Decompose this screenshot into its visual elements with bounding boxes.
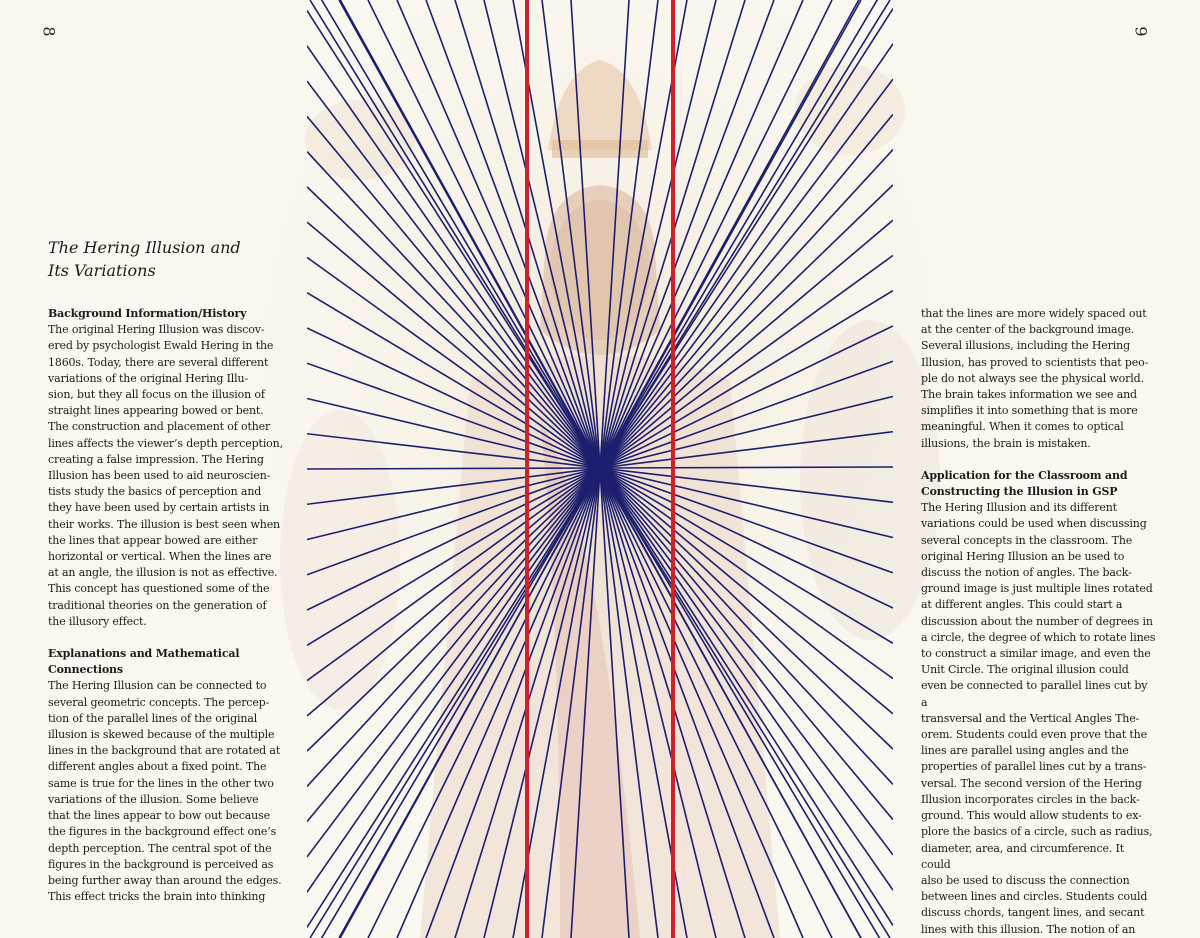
text-line: traditional theories on the generation of <box>48 598 267 612</box>
text-line: their works. The illusion is best seen when <box>48 517 280 531</box>
heading-line: Explanations and Mathematical <box>48 647 240 661</box>
text-line: sion, but they all focus on the illusion of <box>48 388 265 402</box>
text-line: Illusion incorporates circles in the back- <box>921 792 1140 806</box>
text-line: meaningful. When it comes to optical <box>921 420 1124 434</box>
text-line: discussion about the number of degrees in <box>921 614 1153 628</box>
hering-illusion-figure <box>307 0 893 938</box>
page-number-left: 8 <box>39 26 59 37</box>
left-text-column <box>48 306 288 905</box>
text-line: The brain takes information we see and <box>921 388 1137 402</box>
section-heading-explanations <box>48 646 288 678</box>
heading-line: Application for the Classroom and <box>921 468 1128 482</box>
text-line: at the center of the background image. <box>921 323 1135 337</box>
text-line: This effect tricks the brain into thinking <box>48 890 266 904</box>
text-line: the figures in the background effect one’s <box>48 825 277 839</box>
text-line: properties of parallel lines cut by a trans- <box>921 760 1147 774</box>
page-number-right: 9 <box>1131 26 1151 37</box>
text-line: straight lines appearing bowed or bent. <box>48 404 264 418</box>
text-line: at different angles. This could start a <box>921 598 1123 612</box>
text-line: even be connected to parallel lines cut by a <box>921 679 1148 709</box>
title-line-1: The Hering Illusion and <box>48 238 241 257</box>
text-line: Several illusions, including the Hering <box>921 339 1130 353</box>
text-line: lines are parallel using angles and the <box>921 744 1129 758</box>
text-line: ered by psychologist Ewald Hering in the <box>48 339 274 353</box>
section-body-explanations <box>48 678 288 905</box>
text-line: plore the basics of a circle, such as radius, <box>921 825 1153 839</box>
text-line: same is true for the lines in the other two <box>48 776 274 790</box>
section-body-classroom <box>921 500 1157 937</box>
text-line: simplifies it into something that is more <box>921 404 1138 418</box>
text-line: variations of the illusion. Some believe <box>48 792 259 806</box>
heading-line: Constructing the Illusion in GSP <box>921 485 1118 499</box>
text-line: diameter, area, and circumference. It could <box>921 841 1125 871</box>
text-line: lines affects the viewer’s depth perception, <box>48 436 283 450</box>
text-line: discuss chords, tangent lines, and secant <box>921 906 1145 920</box>
text-line: at an angle, the illusion is not as effective. <box>48 566 278 580</box>
text-line: also be used to discuss the connection <box>921 873 1130 887</box>
text-line: ground. This would allow students to ex- <box>921 809 1142 823</box>
text-line: variations of the original Hering Illu- <box>48 371 249 385</box>
text-line: ple do not always see the physical world. <box>921 371 1144 385</box>
text-line: illusions, the brain is mistaken. <box>921 436 1091 450</box>
text-line: versal. The second version of the Hering <box>921 776 1142 790</box>
text-line: Illusion, has proved to scientists that peo- <box>921 355 1149 369</box>
text-line: The construction and placement of other <box>48 420 271 434</box>
text-line: The Hering Illusion can be connected to <box>48 679 267 693</box>
text-line: creating a false impression. The Hering <box>48 452 264 466</box>
text-line: that the lines appear to bow out because <box>48 809 270 823</box>
text-line: between lines and circles. Students could <box>921 890 1148 904</box>
text-line: discuss the notion of angles. The back- <box>921 566 1132 580</box>
text-line: original Hering Illusion an be used to <box>921 549 1125 563</box>
text-line: tists study the basics of perception and <box>48 485 262 499</box>
text-line: different angles about a fixed point. The <box>48 760 267 774</box>
text-line: Unit Circle. The original illusion could <box>921 663 1129 677</box>
text-line: the lines that appear bowed are either <box>48 533 258 547</box>
text-line: illusion is skewed because of the multiple <box>48 728 275 742</box>
text-line: several concepts in the classroom. The <box>921 533 1133 547</box>
text-line: 1860s. Today, there are several different <box>48 355 269 369</box>
heading-line: Connections <box>48 663 123 677</box>
text-line: horizontal or vertical. When the lines are <box>48 550 272 564</box>
text-line: the illusory effect. <box>48 614 147 628</box>
text-line: tion of the parallel lines of the original <box>48 711 258 725</box>
text-line: This concept has questioned some of the <box>48 582 270 596</box>
text-line: The Hering Illusion and its different <box>921 501 1117 515</box>
radiating-lines <box>307 0 893 938</box>
paragraph-gap <box>921 452 1157 468</box>
text-line: variations could be used when discussing <box>921 517 1147 531</box>
text-line: The original Hering Illusion was discov- <box>48 323 265 337</box>
section-heading-background: Background Information/History <box>48 307 247 320</box>
section-heading-classroom <box>921 468 1157 500</box>
text-line: they have been used by certain artists in <box>48 501 270 515</box>
text-line: being further away than around the edges. <box>48 873 282 887</box>
text-line: transversal and the Vertical Angles The- <box>921 711 1140 725</box>
text-line: lines with this illusion. The notion of an <box>921 922 1136 936</box>
text-line: ground image is just multiple lines rotated <box>921 582 1153 596</box>
right-text-column <box>921 306 1157 938</box>
text-line: lines in the background that are rotated at <box>48 744 281 758</box>
text-line: several geometric concepts. The percep- <box>48 695 270 709</box>
title-line-2: Its Variations <box>48 261 156 280</box>
section-body-background <box>48 322 288 630</box>
text-line: orem. Students could even prove that the <box>921 728 1147 742</box>
section-body-continued <box>921 306 1157 452</box>
text-line: a circle, the degree of which to rotate lines <box>921 630 1156 644</box>
paragraph-gap <box>48 630 288 646</box>
text-line: to construct a similar image, and even the <box>921 647 1151 661</box>
text-line: that the lines are more widely spaced out <box>921 307 1147 320</box>
article-title <box>48 236 288 282</box>
text-line: depth perception. The central spot of the <box>48 841 272 855</box>
text-line: Illusion has been used to aid neuroscien- <box>48 469 271 483</box>
text-line: figures in the background is perceived as <box>48 857 274 871</box>
